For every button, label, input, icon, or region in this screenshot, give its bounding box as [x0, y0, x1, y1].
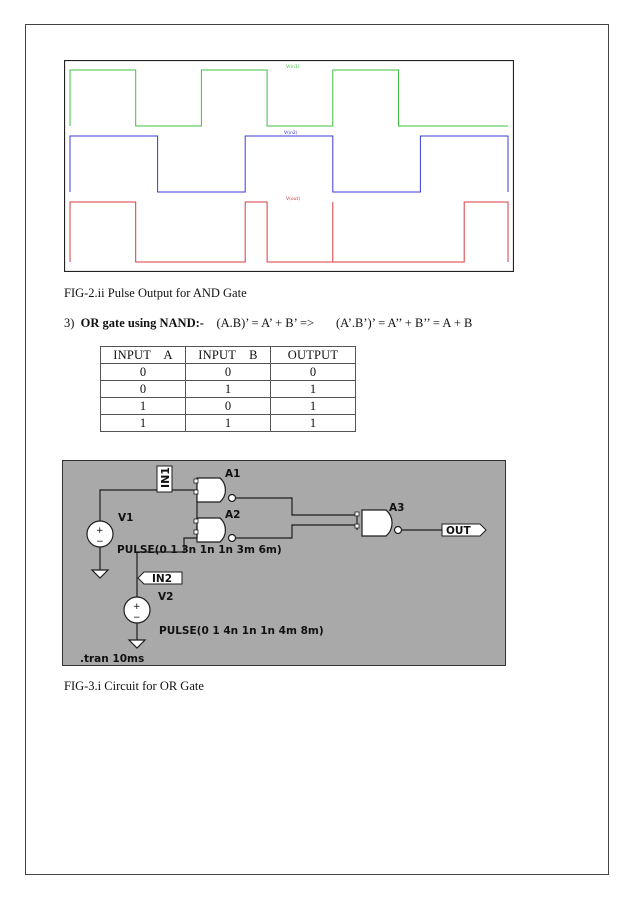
pulse-waveform-figure [64, 60, 514, 272]
source-v2-label: V2 [158, 591, 174, 603]
gate-a2-bubble [229, 535, 236, 542]
gate-a3-bubble [395, 527, 402, 534]
pulse1-spec: PULSE(0 1 3n 1n 1n 3m 6m) [117, 544, 282, 556]
header-input-b: INPUT B [186, 347, 271, 364]
figure-caption: FIG-3.i Circuit for OR Gate [64, 679, 204, 693]
truth-table [100, 346, 356, 432]
table-cell: 1 [186, 381, 271, 398]
in2-label-text: IN2 [152, 573, 173, 585]
nand-gate-a1 [197, 478, 225, 502]
table-cell: 1 [186, 415, 271, 432]
v1-plus-sign: + [96, 526, 104, 536]
figure-caption: FIG-2.ii Pulse Output for AND Gate [64, 286, 247, 300]
table-row [101, 364, 356, 381]
section-heading [64, 316, 472, 331]
out-net-label [442, 524, 486, 537]
table-row [101, 398, 356, 415]
table-cell: 0 [101, 364, 186, 381]
gate-a1-bubble [229, 495, 236, 502]
header-input-a: INPUT A [101, 347, 186, 364]
nand-gate-a3 [362, 510, 392, 536]
nand-gate-a2 [197, 518, 225, 542]
trace-label-out: V(out) [286, 197, 300, 202]
waveform-frame [65, 61, 514, 272]
pin-square [194, 479, 198, 483]
trace-label-in2: V(in2) [284, 131, 298, 136]
table-cell: 1 [101, 415, 186, 432]
table-cell: 0 [186, 364, 271, 381]
gate-a2-label: A2 [225, 509, 241, 521]
table-cell: 1 [101, 398, 186, 415]
pin-square [194, 519, 198, 523]
in2-net-label [138, 572, 182, 585]
pin-square [194, 530, 198, 534]
table-cell: 0 [101, 381, 186, 398]
section-title: OR gate using NAND:- [80, 316, 204, 330]
pulse2-spec: PULSE(0 1 4n 1n 1n 4m 8m) [159, 625, 324, 637]
table-row [101, 415, 356, 432]
or-gate-circuit-schematic [62, 460, 506, 666]
table-cell: 0 [186, 398, 271, 415]
table-header-row [101, 347, 356, 364]
v1-minus-sign: − [96, 537, 104, 547]
pin-square [194, 490, 198, 494]
v2-minus-sign: − [133, 613, 141, 623]
header-output: OUTPUT [271, 347, 356, 364]
in1-label-text: IN1 [159, 467, 172, 488]
v2-plus-sign: + [133, 602, 141, 612]
table-cell: 1 [271, 381, 356, 398]
pin-square [355, 524, 359, 528]
trace-label-in1: V(in1) [286, 65, 300, 70]
formula-2: (A’.B’)’ = A’’ + B’’ = A + B [335, 316, 473, 330]
formula-1: (A.B)’ = A’ + B’ => [216, 316, 315, 330]
in1-net-label [157, 466, 172, 492]
source-v1-label: V1 [118, 512, 134, 524]
out-label-text: OUT [446, 525, 471, 537]
table-row [101, 381, 356, 398]
table-cell: 0 [271, 364, 356, 381]
pin-square [355, 512, 359, 516]
tran-directive: .tran 10ms [80, 653, 145, 665]
gate-a3-label: A3 [389, 502, 405, 514]
table-cell: 1 [271, 415, 356, 432]
gate-a1-label: A1 [225, 468, 241, 480]
section-number: 3) [64, 316, 75, 330]
table-cell: 1 [271, 398, 356, 415]
